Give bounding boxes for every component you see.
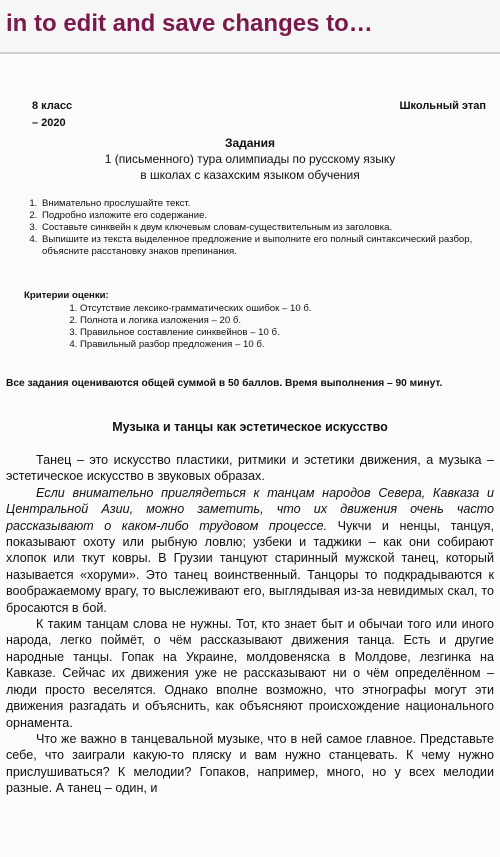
task-item: 1. Внимательно прослушайте текст. — [40, 198, 500, 210]
criteria-label: Критерии оценки: — [24, 290, 109, 301]
year-label: – 2020 — [32, 117, 66, 129]
criteria-list — [64, 303, 311, 351]
criteria-item: 1. Отсутствие лексико-грамматических ошибок – 10 б. — [80, 303, 311, 315]
document-page — [0, 54, 500, 857]
criteria-item: 2. Полнота и логика изложения – 20 б. — [80, 315, 311, 327]
subtitle-line-2: в школах с казахским языком обучения — [140, 168, 360, 182]
task-item: 2. Подробно изложите его содержание. — [40, 210, 500, 222]
paragraph-3: К таким танцам слова не нужны. Тот, кто знает быт и обычаи того или иного народа, легко поймёт, о чём рассказывают движения танца. Есть и другие народные танцы. Гопак на Украине, молдовеняска в Молдове, лезгинка на Кавказе. Сейчас их движения уже не рассказывают ни о чём определённом – люди просто веселятся. Однако вполне возможно, что этнографы могут эти движения разгадать и объяснить, как объясняют происхождение национального орнамента. — [6, 617, 494, 730]
criteria-item: 3. Правильное составление синквейнов – 10 б. — [80, 327, 311, 339]
paragraph-1: Танец – это искусство пластики, ритмики и эстетики движения, а музыка – эстетическое искусство в звуковых образах. — [6, 453, 494, 484]
task-list — [22, 198, 500, 258]
paragraph-2-rest: Чукчи и ненцы, танцуя, показывают охоту или рыбную ловлю; узбеки и таджики – как они собирают хлопок или ткут ковры. В Грузии танцуют старинный мужской танец, который называется «хоруми». Это танец воинственный. Танцоры то подкрадываются к воображаемому врагу, то выслеживают его, выглядывая из-за невидимых скал, то бросаются в бой. — [6, 518, 494, 615]
subtitle-line-1: 1 (письменного) тура олимпиады по русскому языку — [104, 152, 396, 166]
total-score-note: Все задания оцениваются общей суммой в 50 баллов. Время выполнения – 90 минут. — [6, 378, 443, 389]
paragraph-2 — [6, 485, 494, 616]
top-banner — [0, 0, 500, 52]
banner-title[interactable]: in to edit and save changes to… — [6, 10, 373, 37]
tasks-heading: Задания — [224, 136, 276, 150]
paragraph-4: Что же важно в танцевальной музыке, что в ней самое главное. Представьте себе, что заиграли какую-то пляску и вам нужно станцевать. К чему нужно прислушиваться? К мелодии? Гопаков, например, много, но у всех мелодии разные. А танец – один, и — [6, 731, 494, 796]
task-item: 4. Выпишите из текста выделенное предложение и выполните его полный синтаксический разбор, объясните расстановку знаков препинания. — [40, 234, 500, 257]
text-title: Музыка и танцы как эстетическое искусство — [112, 420, 388, 434]
task-item: 3. Составьте синквейн к двум ключевым словам-существительным из заголовка. — [40, 222, 500, 234]
highlighted-sentence: Если внимательно приглядеться к танцам народов Севера, Кавказа и Центральной Азии, можно заметить, что их движения очень часто рассказывают о каком-либо трудовом процессе. — [6, 485, 494, 533]
grade-label: 8 класс — [32, 100, 73, 112]
stage-label: Школьный этап — [399, 100, 486, 112]
text-body — [6, 452, 494, 797]
criteria-item: 4. Правильный разбор предложения – 10 б. — [80, 339, 311, 351]
